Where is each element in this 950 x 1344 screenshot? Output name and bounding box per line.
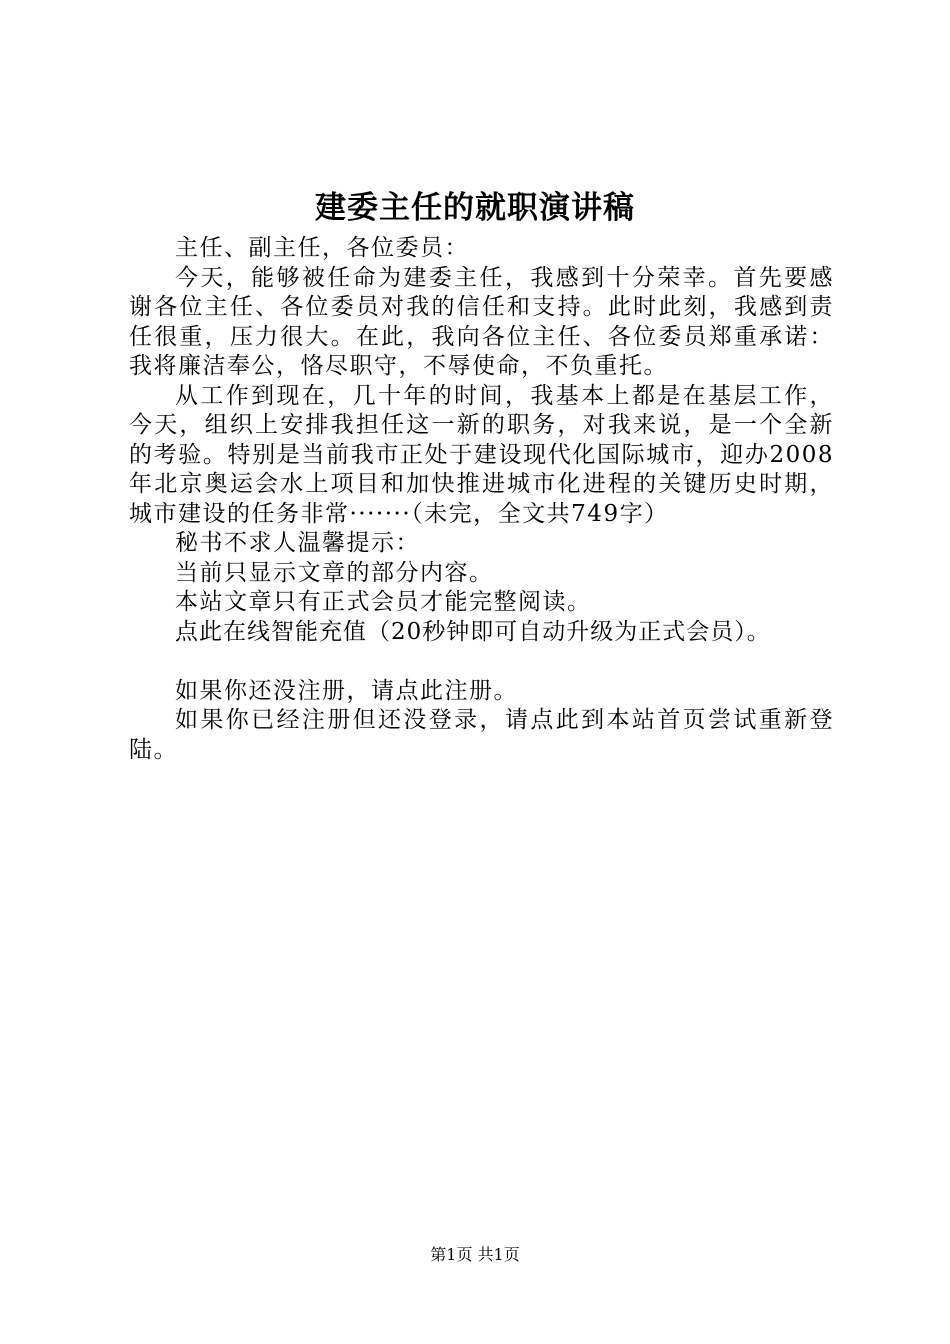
notice-members-only: 本站文章只有正式会员才能完整阅读。 bbox=[175, 589, 592, 615]
register-link[interactable]: 如果你还没注册，请点此注册。 bbox=[175, 677, 518, 704]
paragraph-1: 今天，能够被任命为建委主任，我感到十分荣幸。首先要感谢各位主任、各位委员对我的信任和支持。此时此刻，我感到责任很重，压力很大。在此，我向各位主任、各位委员郑重承诺：我将廉洁奉公，恪尽职守，不辱使命，不负重托。 bbox=[129, 264, 834, 379]
salutation: 主任、副主任，各位委员： bbox=[175, 235, 469, 261]
recharge-link[interactable]: 点此在线智能充值（20秒钟即可自动升级为正式会员）。 bbox=[175, 618, 771, 645]
document-title: 建委主任的就职演讲稿 bbox=[315, 190, 635, 226]
page-number: 第1页 共1页 bbox=[430, 1245, 520, 1264]
paragraph-2: 从工作到现在，几十年的时间，我基本上都是在基层工作，今天，组织上安排我担任这一新的职务，对我来说，是一个全新的考验。特别是当前我市正处于建设现代化国际城市，迎办2008年北京奥运会水上项目和加快推进城市化进程的关键历史时期，城市建设的任务非常·······（未完，全文共749字） bbox=[129, 382, 834, 527]
blank-line bbox=[129, 647, 834, 677]
login-link[interactable]: 如果你已经注册但还没登录，请点此到本站首页尝试重新登陆。 bbox=[129, 707, 834, 763]
notice-heading: 秘书不求人温馨提示： bbox=[175, 530, 420, 556]
document-body bbox=[129, 234, 834, 765]
notice-partial-content: 当前只显示文章的部分内容。 bbox=[175, 559, 494, 586]
